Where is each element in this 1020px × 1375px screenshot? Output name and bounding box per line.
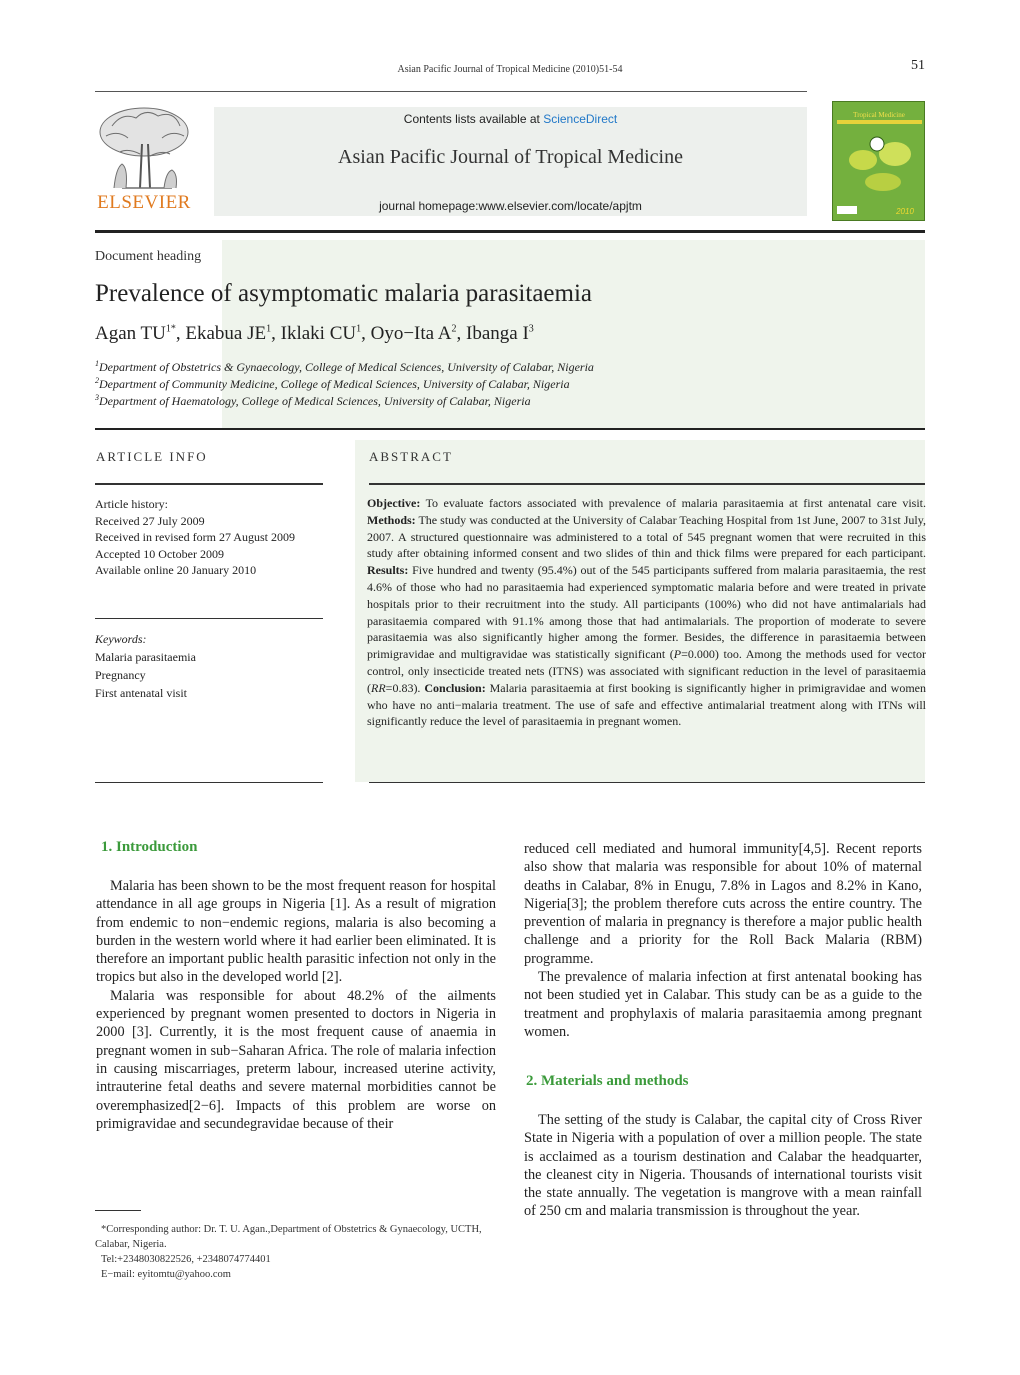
article-info-heading: ARTICLE INFO <box>96 449 208 464</box>
revised-date: Received in revised form 27 August 2009 <box>95 530 295 544</box>
affiliation-text: Department of Obstetrics & Gynaecology, College of Medical Sciences, University of Calabar, Nigeria <box>99 360 594 374</box>
methods-label: Methods: <box>367 512 416 527</box>
article-title: Prevalence of asymptomatic malaria parasitaemia <box>95 280 592 307</box>
abstract-bottom-rule <box>369 782 925 783</box>
author-list: Agan $TU^{1*}$, Ekabua $JE^1$, Iklaki $CU^1$, Oyo−Ita $A^2$, Ibanga $I^3$ <box>95 323 534 344</box>
article-history <box>95 496 295 579</box>
footnote-rule <box>95 1210 141 1211</box>
cover-title: Tropical Medicine <box>853 111 905 119</box>
conclusion-text: Malaria parasitaemia at first booking is significantly higher in primigravidae and women who have no anti−malaria treatment. The use of safe and effective antimalarial treatment along with ITNs will significantly reduce the level of parasitaemia in pregnant women. <box>367 680 926 729</box>
results-text: Five hundred and twenty (95.4%) out of the 545 participants suffered from malaria parasitaemia, the rest 4.6% of those who had no parasitaemia had experienced symptomatic malaria before and were treated in private hospitals prior to their recruitment into the study. All participants (100%) who did not have antimalarials had parasitaemia compared with 91.1% among those that had antimalarials. The proportion of moderate to severe parasitaemia was also significantly higher among the former. Besides, the difference in parasitaemia between primigravidae and multigravidae was statistically significant ( <box>367 563 926 662</box>
objective-text: To evaluate factors associated with prevalence of malaria parasitaemia at first antenatal care visit. <box>420 496 926 510</box>
journal-title: Asian Pacific Journal of Tropical Medicine <box>338 146 683 168</box>
article-info-rule <box>95 483 323 485</box>
journal-cover-image <box>832 101 925 221</box>
author-name[interactable]: Oyo−Ita A <box>370 323 452 344</box>
sciencedirect-link[interactable]: ScienceDirect <box>543 112 618 126</box>
author-name[interactable]: Agan TU <box>95 323 166 344</box>
affiliation-text: Department of Haematology, College of Medical Sciences, University of Calabar, Nigeria <box>99 394 531 408</box>
author-sup: 3 <box>528 323 534 335</box>
intro-paragraph: Malaria has been shown to be the most frequent reason for hospital attendance in all age groups in Nigeria [1]. As a result of migration from endemic to non−endemic regions, malaria is also becoming a burden in the western world where it had earlier been eliminated. It is therefore an important public health parasitic infection not only in the tropics but also in the developed world [2]. <box>96 878 496 986</box>
methods-heading: 2. Materials and methods <box>526 1073 689 1089</box>
history-label: Article history: <box>95 497 168 511</box>
corresponding-footnote <box>95 1222 515 1282</box>
intro-paragraph: Malaria was responsible for about 48.2% of the ailments experienced by pregnant women presented to doctors in Nigeria in 2000 [3]. Currently, it is the most frequent cause of anaemia in pregnant women in sub−Saharan Africa. The role of malaria infection in causing miscarriages, preterm labour, increased uterine activity, intrauterine fetal deaths and severe maternal morbidities cannot be overemphasized[2−6]. Impacts of this problem are worse on primigravidae and secundegravidae because of their <box>96 987 496 1132</box>
header-rule <box>95 91 807 92</box>
affiliation <box>95 376 570 392</box>
elsevier-wordmark: ELSEVIER <box>97 192 191 213</box>
body-paragraph: reduced cell mediated and humoral immunity[4,5]. Recent reports also show that malaria was responsible for about 10% of maternal deaths in Calabar, 8% in Enugu, 7.8% in Lagos and 8.2% in Kano, Nigeria[3]; the problem therefore cuts across the entire country. The prevention of malaria in pregnancy is therefore a major public health challenge and a priority for the Roll Back Malaria (RBM) programme. <box>524 841 922 967</box>
rr-symbol: RR <box>371 680 386 695</box>
abstract-body <box>367 495 926 730</box>
conclusion-label: Conclusion: <box>424 680 486 695</box>
keywords-label: Keywords: <box>95 632 147 646</box>
author-name[interactable]: Ibanga I <box>466 323 529 344</box>
email[interactable]: E−mail: eyitomtu@yahoo.com <box>101 1269 231 1280</box>
affiliation-sup: 3 <box>95 393 99 402</box>
running-head: Asian Pacific Journal of Tropical Medicine (2010)51-54 <box>397 64 623 75</box>
left-column <box>96 877 496 1133</box>
affiliation-sup: 2 <box>95 376 99 385</box>
keyword: Pregnancy <box>95 668 146 682</box>
keyword: Malaria parasitaemia <box>95 650 196 664</box>
right-column <box>524 840 922 1041</box>
p-value-symbol: P <box>673 647 682 662</box>
contents-prefix: Contents lists available at <box>403 112 544 126</box>
affiliation <box>95 359 594 375</box>
telephone: Tel:+2348030822526, +2348074774401 <box>101 1254 271 1265</box>
received-date: Received 27 July 2009 <box>95 513 205 528</box>
author-sup: 1* <box>165 323 176 335</box>
author-name[interactable]: Iklaki CU <box>280 323 357 344</box>
page-number: 51 <box>911 58 925 73</box>
author-name[interactable]: Ekabua JE <box>185 323 267 344</box>
contents-line <box>214 112 807 126</box>
journal-homepage[interactable]: journal homepage:www.elsevier.com/locate/apjtm <box>379 199 642 213</box>
affiliation <box>95 393 531 409</box>
results-text: =0.83). <box>385 680 425 695</box>
title-bottom-rule <box>95 428 925 430</box>
keywords-rule <box>95 618 323 619</box>
introduction-heading: 1. Introduction <box>101 839 198 855</box>
results-label: Results: <box>367 563 409 578</box>
objective-label: Objective: <box>367 496 421 510</box>
online-date: Available online 20 January 2010 <box>95 563 257 577</box>
results-text: =0.000) too. Among the methods used for vector control, only insecticide treated nets (ITNS) was associated with significant reduction in the level of parasitaemia ( <box>367 647 927 695</box>
keyword: First antenatal visit <box>95 686 187 700</box>
abstract-rule <box>369 483 925 485</box>
affiliation-sup: 1 <box>95 359 99 368</box>
methods-paragraph: The setting of the study is Calabar, the capital city of Cross River State in Nigeria with a population of over a million people. The state is acclaimed as a tourism destination and Calabar the headquarter, the cleanest city in Nigeria. Thousands of international tourists visit the state annually. The vegetation is mangrove with a mean rainfall of 250 cm and malaria transmission is throughout the year. <box>524 1112 922 1220</box>
affiliation-text: Department of Community Medicine, College of Medical Sciences, University of Calabar, Nigeria <box>99 377 570 391</box>
corresponding-author: *Corresponding author: Dr. T. U. Agan.,Department of Obstetrics & Gynaecology, UCTH, Calabar, Nigeria. <box>95 1224 482 1250</box>
methods-text: The study was conducted at the University of Calabar Teaching Hospital from 1st June, 2007 to 31st July, 2007. A structured questionnaire was administered to a total of 545 pregnant women that were recruited in this study after obtaining informed consent and two slides of thin and thick films were prepared for each participant. <box>367 512 926 561</box>
author-sup: 1 <box>266 323 272 335</box>
author-sup: 1 <box>356 323 362 335</box>
article-info-bottom-rule <box>95 782 323 783</box>
body-paragraph: The prevalence of malaria infection at first antenatal booking has not been studied yet in Calabar. This study can be as a guide to the treatment and prophylaxis of malaria parasitaemia among pregnant women. <box>524 969 922 1040</box>
accepted-date: Accepted 10 October 2009 <box>95 546 224 561</box>
author-sup: 2 <box>451 323 457 335</box>
methods-column <box>524 1111 922 1221</box>
keywords-block <box>95 630 196 702</box>
title-top-rule <box>95 230 925 233</box>
document-heading: Document heading <box>95 249 202 264</box>
abstract-heading: ABSTRACT <box>369 449 453 464</box>
cover-year-mark: 2010 <box>896 207 914 216</box>
